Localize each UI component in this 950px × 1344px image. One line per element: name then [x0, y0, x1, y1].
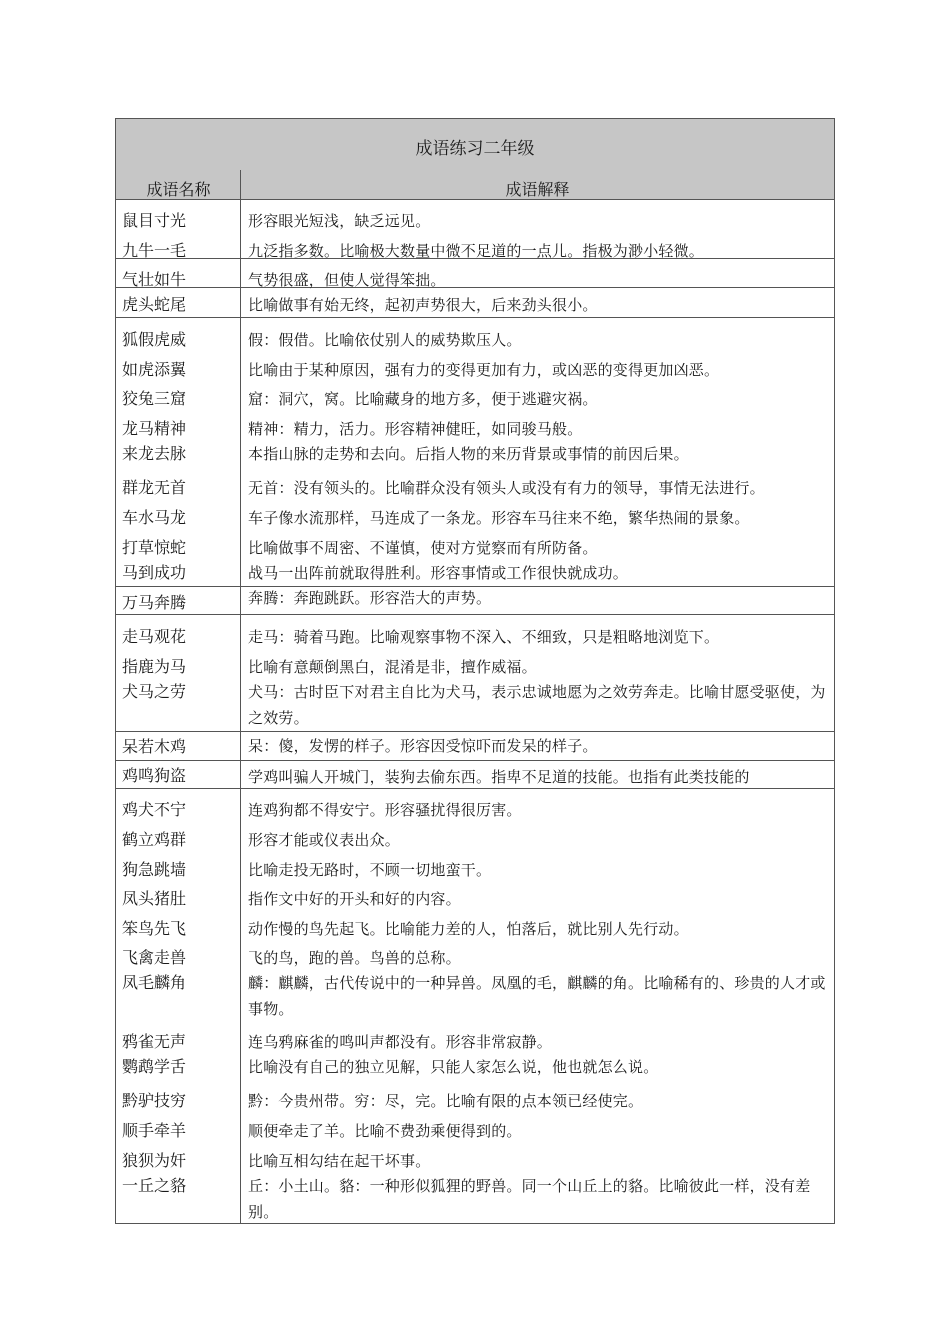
idiom-explanation: 犬马：古时臣下对君主自比为犬马，表示忠诚地愿为之效劳奔走。比喻甘愿受驱使，为之效劳。: [248, 683, 826, 727]
idiom-name: 马到成功: [122, 563, 187, 582]
idiom-explanation: 比喻走投无路时，不顾一切地蛮干。: [248, 861, 492, 879]
idiom-name: 狼狈为奸: [122, 1151, 187, 1170]
idiom-explanation: 战马一出阵前就取得胜利。形容事情或工作很快就成功。: [248, 564, 629, 582]
idiom-explanation: 比喻做事有始无终，起初声势很大，后来劲头很小。: [248, 296, 598, 314]
idiom-name: 狐假虎威: [122, 330, 187, 349]
idiom-name: 飞禽走兽: [122, 948, 187, 967]
idiom-name: 来龙去脉: [122, 444, 187, 463]
idiom-explanation: 无首：没有领头的。比喻群众没有领头人或没有有力的领导，事情无法进行。: [248, 479, 765, 497]
row-divider: [116, 788, 834, 789]
row-divider: [116, 614, 834, 615]
idiom-name: 犬马之劳: [122, 682, 187, 701]
idiom-name: 指鹿为马: [122, 657, 187, 676]
idiom-name: 气壮如牛: [122, 270, 187, 289]
idiom-explanation: 假：假借。比喻依仗别人的威势欺压人。: [248, 331, 522, 349]
idiom-name: 九牛一毛: [122, 241, 187, 260]
idiom-explanation: 形容眼光短浅，缺乏远见。: [248, 212, 431, 230]
idiom-explanation: 比喻由于某种原因，强有力的变得更加有力，或凶恶的变得更加凶恶。: [248, 361, 720, 379]
idiom-explanation: 指作文中好的开头和好的内容。: [248, 890, 461, 908]
row-divider: [116, 731, 834, 732]
idiom-name: 呆若木鸡: [122, 737, 187, 756]
column-divider: [240, 170, 241, 1224]
idiom-explanation: 呆：傻，发愣的样子。形容因受惊吓而发呆的样子。: [248, 737, 598, 755]
idiom-name: 鸡鸣狗盗: [122, 766, 187, 785]
idiom-explanation: 黔：今贵州带。穷：尽，完。比喻有限的点本领已经使完。: [248, 1092, 644, 1110]
idiom-name: 狡兔三窟: [122, 389, 187, 408]
idiom-explanation: 比喻有意颠倒黑白，混淆是非，擅作威福。: [248, 658, 537, 676]
idiom-explanation: 连鸡狗都不得安宁。形容骚扰得很厉害。: [248, 801, 522, 819]
idiom-explanation: 动作慢的鸟先起飞。比喻能力差的人，怕落后，就比别人先行动。: [248, 920, 689, 938]
idiom-name: 虎头蛇尾: [122, 295, 187, 314]
idiom-name: 鸡犬不宁: [122, 800, 187, 819]
idiom-name: 走马观花: [122, 627, 187, 646]
idiom-explanation: 连乌鸦麻雀的鸣叫声都没有。形容非常寂静。: [248, 1033, 553, 1051]
idiom-name: 龙马精神: [122, 419, 187, 438]
idiom-explanation: 学鸡叫骗人开城门，装狗去偷东西。指卑不足道的技能。也指有此类技能的: [248, 768, 750, 786]
idiom-name: 一丘之貉: [122, 1176, 187, 1195]
header-idiom-name: 成语名称: [146, 180, 211, 199]
idiom-name: 打草惊蛇: [122, 538, 187, 557]
idiom-explanation: 窟：洞穴，窝。比喻藏身的地方多，便于逃避灾祸。: [248, 390, 598, 408]
idiom-name: 狗急跳墙: [122, 860, 187, 879]
idiom-name: 凤头猪肚: [122, 889, 187, 908]
idiom-name: 鹦鹉学舌: [122, 1057, 187, 1076]
idiom-explanation: 比喻互相勾结在起干坏事。: [248, 1152, 431, 1170]
idiom-name: 车水马龙: [122, 508, 187, 527]
idiom-explanation: 比喻做事不周密、不谨慎，使对方觉察而有所防备。: [248, 539, 598, 557]
idiom-name: 群龙无首: [122, 478, 187, 497]
idiom-name: 鹤立鸡群: [122, 830, 187, 849]
idiom-name: 如虎添翼: [122, 360, 187, 379]
idiom-name: 鼠目寸光: [122, 211, 187, 230]
idiom-explanation: 形容才能或仪表出众。: [248, 831, 401, 849]
idiom-explanation: 比喻没有自己的独立见解，只能人家怎么说，他也就怎么说。: [248, 1058, 659, 1076]
idiom-name: 黔驴技穷: [122, 1091, 187, 1110]
idiom-explanation: 麟：麒麟，古代传说中的一种异兽。凤凰的毛，麒麟的角。比喻稀有的、珍贵的人才或事物。: [248, 974, 826, 1018]
idiom-explanation: 顺便牵走了羊。比喻不费劲乘便得到的。: [248, 1122, 522, 1140]
table-title: 成语练习二年级: [415, 139, 535, 159]
header-idiom-explanation: 成语解释: [505, 180, 570, 199]
idiom-name: 顺手牵羊: [122, 1121, 187, 1140]
idiom-explanation: 丘：小土山。貉：一种形似狐狸的野兽。同一个山丘上的貉。比喻彼此一样，没有差别。: [248, 1177, 811, 1221]
idiom-explanation: 九泛指多数。比喻极大数量中微不足道的一点儿。指极为渺小轻微。: [248, 242, 705, 260]
idiom-explanation: 精神：精力，活力。形容精神健旺，如同骏马般。: [248, 420, 583, 438]
idiom-explanation: 奔腾：奔跑跳跃。形容浩大的声势。: [248, 589, 492, 607]
idiom-name: 万马奔腾: [122, 593, 187, 612]
idiom-explanation: 本指山脉的走势和去向。后指人物的来历背景或事情的前因后果。: [248, 445, 689, 463]
idiom-name: 鸦雀无声: [122, 1032, 187, 1051]
idiom-table: [115, 118, 835, 1224]
idiom-name: 笨鸟先飞: [122, 919, 187, 938]
idiom-explanation: 车子像水流那样，马连成了一条龙。形容车马往来不绝，繁华热闹的景象。: [248, 509, 750, 527]
idiom-explanation: 气势很盛，但使人觉得笨拙。: [248, 271, 446, 289]
idiom-explanation: 走马：骑着马跑。比喻观察事物不深入、不细致，只是粗略地浏览下。: [248, 628, 720, 646]
idiom-name: 凤毛麟角: [122, 973, 187, 992]
idiom-explanation: 飞的鸟，跑的兽。鸟兽的总称。: [248, 949, 461, 967]
row-divider: [116, 760, 834, 761]
